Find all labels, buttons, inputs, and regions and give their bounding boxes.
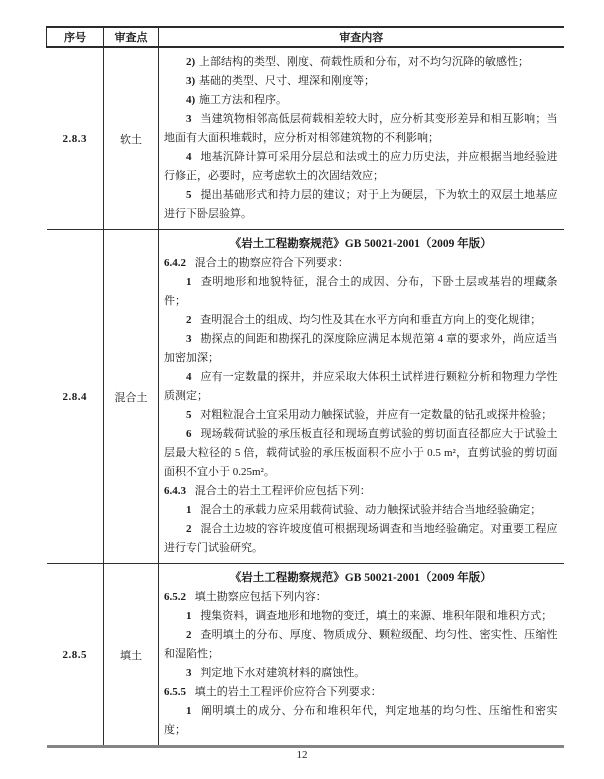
content-paragraph: 5 提出基础形式和持力层的建议；对于上为硬层，下为软土的双层土地基应进行下卧层验算。 <box>164 189 558 220</box>
review-content-cell <box>159 230 564 564</box>
content-paragraph: 5 对粗粒混合土宜采用动力触探试验，并应有一定数量的钻孔或探井检验； <box>186 409 553 421</box>
content-paragraph: 3) 基础的类型、尺寸、埋深和刚度等； <box>186 75 376 87</box>
review-point-cell: 软土 <box>104 47 159 230</box>
spec-title: 《岩土工程勘察规范》GB 50021-2001（2009 年版） <box>229 238 492 250</box>
table-row <box>47 564 564 747</box>
content-paragraph: 1 阐明填土的成分、分布和堆积年代，判定地基的均匀性、压缩性和密实度； <box>164 705 558 736</box>
content-paragraph: 6.4.2 混合土的勘察应符合下列要求： <box>164 257 349 269</box>
content-paragraph: 6 现场载荷试验的承压板直径和现场直剪试验的剪切面直径都应大于试验土层最大粒径的 5 倍，载荷试验的承压板面积不应小于 0.5 m²，直剪试验的剪切面面积不宜小于 0.25m²。 <box>164 428 558 478</box>
spec-title: 《岩土工程勘察规范》GB 50021-2001（2009 年版） <box>229 572 492 584</box>
content-paragraph: 2 混合土边坡的容许坡度值可根据现场调查和当地经验确定。对重要工程应进行专门试验研究。 <box>164 523 558 554</box>
review-table <box>46 26 564 748</box>
table-header-row <box>47 27 564 47</box>
content-paragraph: 4 应有一定数量的探井，并应采取大体积土试样进行颗粒分析和物理力学性质测定； <box>164 371 558 402</box>
content-paragraph: 4 地基沉降计算可采用分层总和法或土的应力历史法，并应根据当地经验进行修正，必要时，应考虑软土的次固结效应； <box>164 151 558 182</box>
row-id-cell: 2.8.5 <box>47 564 104 747</box>
table-row <box>47 230 564 564</box>
content-paragraph: 6.5.2 填土勘察应包括下列内容： <box>164 591 327 603</box>
content-paragraph: 3 当建筑物相邻高低层荷载相差较大时，应分析其变形差异和相互影响；当地面有大面积堆载时，应分析对相邻建筑物的不利影响； <box>164 113 558 144</box>
header-cell-content: 审查内容 <box>159 27 564 47</box>
page-number: 12 <box>296 749 308 761</box>
content-paragraph: 1 查明地形和地貌特征，混合土的成因、分布，下卧土层或基岩的埋藏条件； <box>164 276 558 307</box>
review-content-cell <box>159 564 564 747</box>
content-paragraph: 6.5.5 填土的岩土工程评价应符合下列要求： <box>164 686 382 698</box>
table-row <box>47 47 564 230</box>
content-paragraph: 4) 施工方法和程序。 <box>186 94 288 106</box>
row-id-cell: 2.8.3 <box>47 47 104 230</box>
content-paragraph: 6.4.3 混合土的岩土工程评价应包括下列： <box>164 485 371 497</box>
row-id-cell: 2.8.4 <box>47 230 104 564</box>
content-paragraph: 3 判定地下水对建筑材料的腐蚀性。 <box>186 667 366 679</box>
header-cell-id: 序号 <box>47 27 104 47</box>
content-paragraph: 2 查明填土的分布、厚度、物质成分、颗粒级配、均匀性、密实性、压缩性和湿陷性； <box>164 629 558 660</box>
content-paragraph: 1 混合土的承载力应采用载荷试验、动力触探试验并结合当地经验确定； <box>186 504 542 516</box>
content-paragraph: 2) 上部结构的类型、刚度、荷载性质和分布，对不均匀沉降的敏感性； <box>186 56 530 68</box>
content-paragraph: 2 查明混合土的组成、均匀性及其在水平方向和垂直方向上的变化规律； <box>186 314 542 326</box>
content-paragraph: 3 勘探点的间距和勘探孔的深度除应满足本规范第 4 章的要求外，尚应适当加密加深； <box>164 333 558 364</box>
review-content-cell <box>159 47 564 230</box>
review-point-cell: 混合土 <box>104 230 159 564</box>
review-point-cell: 填土 <box>104 564 159 747</box>
header-cell-point: 审查点 <box>104 27 159 47</box>
content-paragraph: 1 搜集资料，调查地形和地物的变迁，填土的来源、堆积年限和堆积方式； <box>186 610 553 622</box>
